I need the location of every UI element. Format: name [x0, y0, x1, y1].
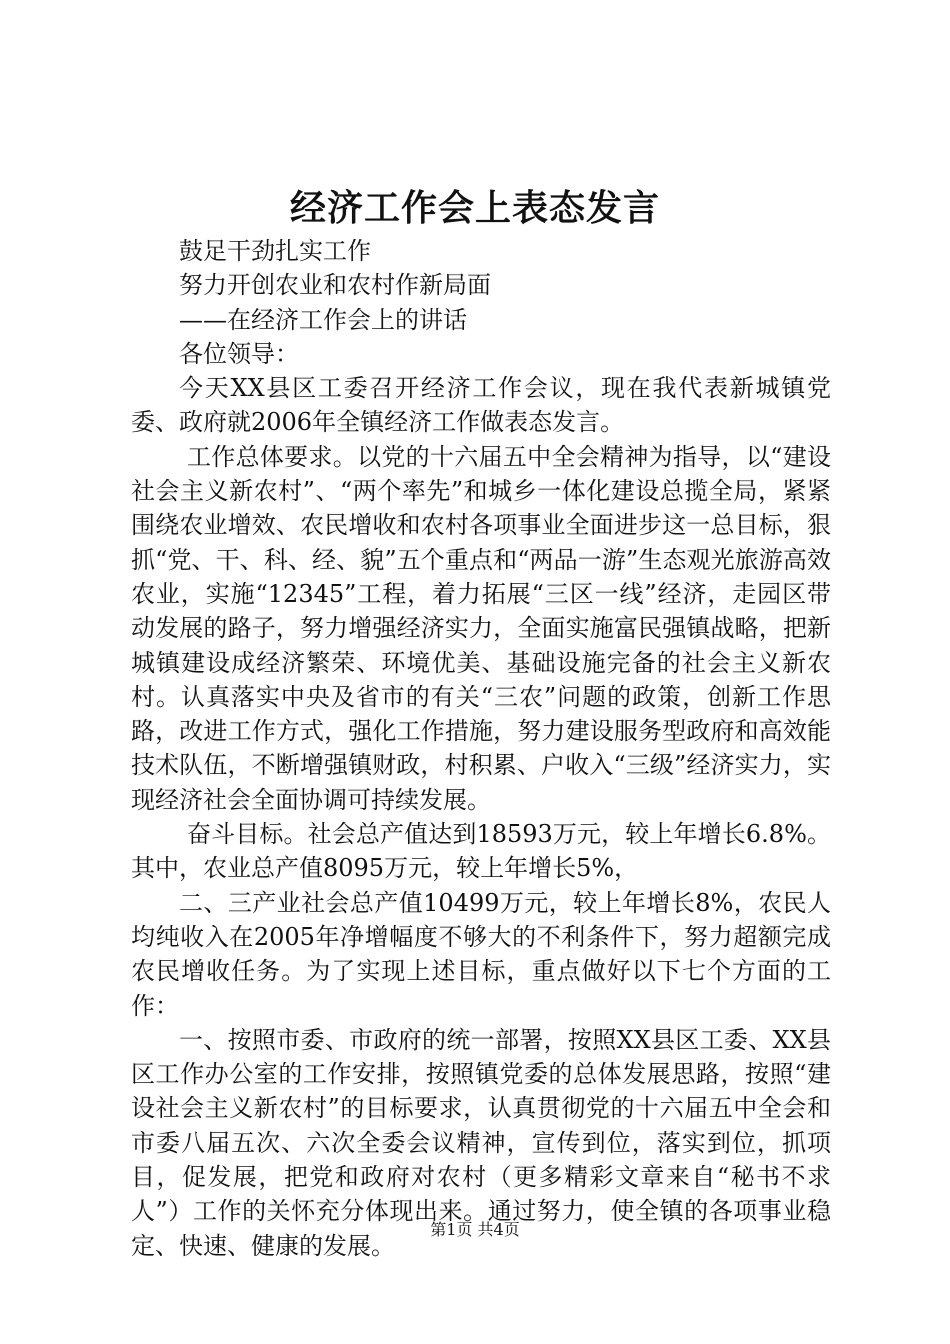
paragraph-industry: 二、三产业社会总产值10499万元，较上年增长8%，农民人均纯收入在2005年净增幅度不够大的不利条件下，努力超额完成农民增收任务。为了实现上述目标，重点做好以下七个方面的工作：	[131, 888, 831, 1020]
paragraph-section-one: 一、按照市委、市政府的统一部署，按照XX县区工委、XX县区工作办公室的工作安排，按照镇党委的总体发展思路，按照“建设社会主义新农村”的目标要求，认真贯彻党的十六届五中全会和市委八届五次、六次全委会议精神，宣传到位，落实到位，抓项目，促发展，把党和政府对农村（更多精彩文章来自“秘书不求人”）工作的关怀充分体现出来。通过努力，使全镇的各项事业稳定、快速、健康的发展。	[131, 1025, 831, 1260]
subtitle-line-2: 努力开创农业和农村作新局面	[179, 271, 491, 300]
subtitle-line-1: 鼓足干劲扎实工作	[179, 237, 371, 265]
document-body	[131, 234, 831, 1263]
document-title: 经济工作会上表态发言	[289, 187, 660, 229]
subtitle-line-3: ——在经济工作会上的讲话	[179, 305, 467, 334]
paragraph-goals: 奋斗目标。社会总产值达到18593万元，较上年增长6.8%。其中，农业总产值8095万元，较上年增长5%，	[131, 820, 831, 883]
salutation: 各位领导：	[179, 339, 299, 368]
page-footer: 第1页 共4页	[430, 1220, 520, 1239]
paragraph-intro: 今天XX县区工委召开经济工作会议，现在我代表新城镇党委、政府就2006年全镇经济工作做表态发言。	[131, 374, 831, 437]
paragraph-requirements: 工作总体要求。以党的十六届五中全会精神为指导，以“建设社会主义新农村”、“两个率先”和城乡一体化建设总揽全局，紧紧围绕农业增效、农民增收和农村各项事业全面进步这一总目标，狠抓“党、干、科、经、貌”五个重点和“两品一游”生态观光旅游高效农业，实施“12345”工程，着力拓展“三区一线”经济，走园区带动发展的路子，努力增强经济实力，全面实施富民强镇战略，把新城镇建设成经济繁荣、环境优美、基础设施完备的社会主义新农村。认真落实中央及省市的有关“三农”问题的政策，创新工作思路，改进工作方式，强化工作措施，努力建设服务型政府和高效能技术队伍，不断增强镇财政，村积累、户收入“三级”经济实力，实现经济社会全面协调可持续发展。	[131, 442, 831, 814]
